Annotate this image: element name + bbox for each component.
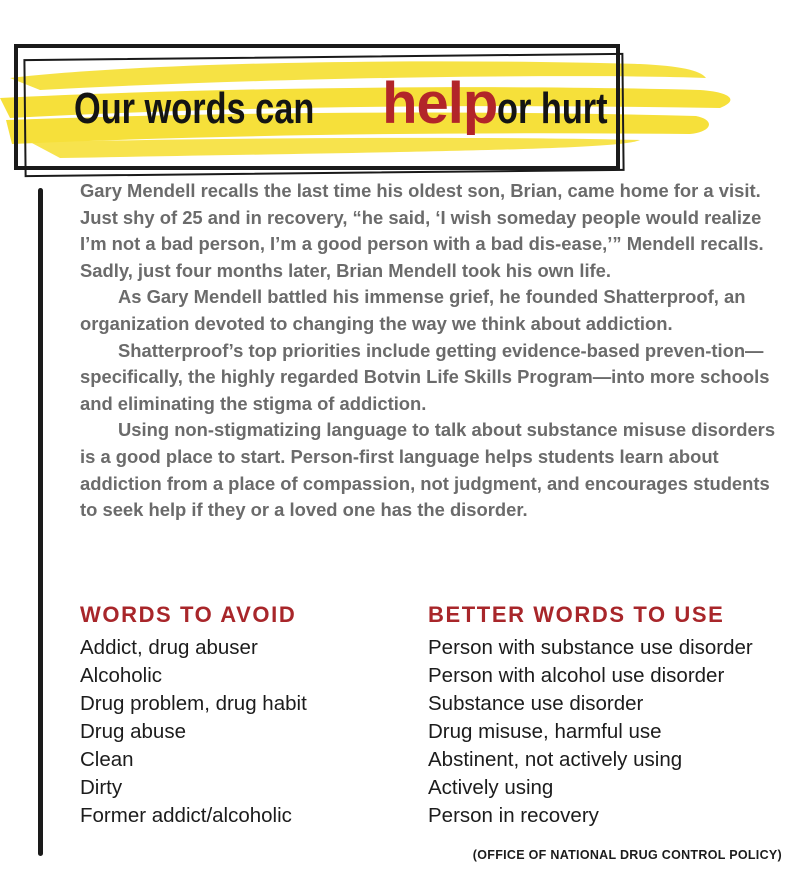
better-words-column xyxy=(428,600,753,830)
title-highlight-word: help xyxy=(382,71,498,136)
words-to-avoid-column xyxy=(80,600,307,830)
article-body xyxy=(80,178,788,524)
paragraph-2: As Gary Mendell battled his immense grief, he founded Shatterproof, an organization devoted to changing the way we think about addiction. xyxy=(80,286,746,334)
list-item: Actively using xyxy=(428,776,554,799)
source-credit: (OFFICE OF NATIONAL DRUG CONTROL POLICY) xyxy=(472,848,782,862)
better-words-list xyxy=(428,634,753,830)
list-item: Addict, drug abuser xyxy=(80,636,258,659)
list-item: Drug problem, drug habit xyxy=(80,692,307,715)
title-part-1: Our words can xyxy=(74,84,315,133)
list-item: Person in recovery xyxy=(428,804,599,827)
list-item: Alcoholic xyxy=(80,664,163,687)
page-title xyxy=(74,66,639,142)
list-item: Dirty xyxy=(80,776,123,799)
list-item: Abstinent, not actively using xyxy=(428,748,683,771)
list-item: Person with substance use disorder xyxy=(428,636,753,659)
better-words-heading: BETTER WORDS TO USE xyxy=(428,602,725,627)
list-item: Former addict/alcoholic xyxy=(80,804,292,827)
paragraph-3: Shatterproof’s top priorities include getting evidence-based preven-tion—specifically, the highly regarded Botvin Life Skills Program—into more schools and eliminating the stigma of addiction. xyxy=(80,339,770,414)
list-item: Drug misuse, harmful use xyxy=(428,720,662,743)
words-to-avoid-list xyxy=(80,634,307,830)
list-item: Person with alcohol use disorder xyxy=(428,664,725,687)
list-item: Clean xyxy=(80,748,134,771)
list-item: Substance use disorder xyxy=(428,692,644,715)
paragraph-1: Gary Mendell recalls the last time his oldest son, Brian, came home for a visit. Just shy of 25 and in recovery, “he said, ‘I wish someday people would realize I’m not a bad person, I’m a good person with a bad dis-ease,’” Mendell recalls. Sadly, just four months later, Brian Mendell took his own life. xyxy=(80,180,764,281)
title-part-2: or hurt xyxy=(497,84,608,133)
left-margin-rule xyxy=(38,188,43,856)
words-to-avoid-heading: WORDS TO AVOID xyxy=(80,602,297,627)
list-item: Drug abuse xyxy=(80,720,186,743)
paragraph-4: Using non-stigmatizing language to talk about substance misuse disorders is a good place to start. Person-first language helps students learn about addiction from a place of compassion, not judgment, and encourages students to seek help if they or a loved one has the disorder. xyxy=(80,419,776,521)
